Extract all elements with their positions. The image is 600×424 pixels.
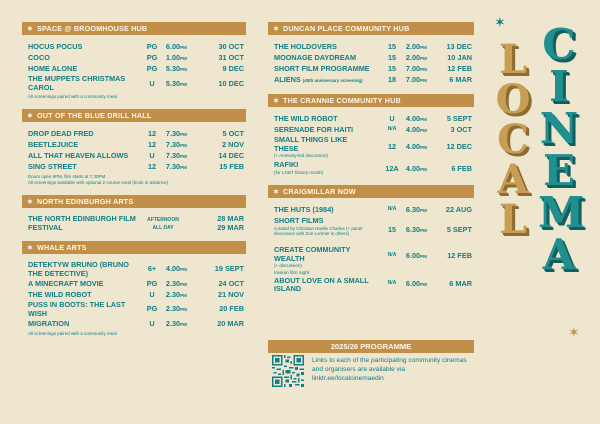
links-text: Links to each of the participating community cinemas and organisers are available via linktr.ee/localcinemaedin <box>312 357 467 382</box>
section-header-whale: ✶ WHALE ARTS <box>22 241 246 254</box>
listing-row: CREATE COMMUNITY WEALTH (+ discussion) N/A 6.00PM 12 FEB <box>274 245 472 268</box>
star-icon: ✶ <box>273 96 280 105</box>
note: Doors open 6PM, film starts at 7.30PM. All screenings available with optional 2-course meal (book in advance) <box>28 174 169 185</box>
craigmillar-block <box>268 185 474 297</box>
listing-row: HOCUS POCUS PG 6.00PM 30 OCT <box>28 42 244 51</box>
star-icon: ✶ <box>273 187 280 196</box>
local-title: L O C A L <box>495 36 531 243</box>
listing-row: ALIENS (40th anniversary screening) 18 7.00PM 6 MAR <box>274 75 472 84</box>
listing-row: THE MUPPETS CHRISTMAS CAROL U 5.30PM 10 DEC <box>28 74 244 92</box>
blue-block <box>22 109 246 186</box>
listing-row: Iranian film night ABOUT LOVE ON A SMALL ISLAND N/A 6.00PM 6 MAR <box>274 271 472 293</box>
section-header-north: ✶ NORTH EDINBURGH ARTS <box>22 195 246 208</box>
cinema-title: C I N E M A <box>538 20 585 279</box>
listing-row: MOONAGE DAYDREAM 15 2.00PM 10 JAN <box>274 53 472 62</box>
listing-row: SHORT FILM PROGRAMME 15 7.00PM 12 FEB <box>274 64 472 73</box>
star-icon: ✶ <box>494 14 506 30</box>
listing-row: SERENADE FOR HAITI N/A 4.00PM 3 OCT <box>274 125 472 134</box>
section-header-crannie: ✶ THE CRANNIE COMMUNITY HUB <box>268 94 474 107</box>
middle-column <box>268 22 474 306</box>
star-icon: ✶ <box>27 197 34 206</box>
section-header-blue: ✶ OUT OF THE BLUE DRILL HALL <box>22 109 246 122</box>
listing-row: A MINECRAFT MOVIE PG 2.30PM 24 OCT <box>28 279 244 288</box>
listing-row: THE HUTS (1984) N/A 6.30PM 22 AUG <box>274 205 472 214</box>
whale-block <box>22 241 246 337</box>
listing-row: THE WILD ROBOT U 4.00PM 5 SEPT <box>274 114 472 123</box>
listing-row: THE HOLDOVERS 15 2.00PM 13 DEC <box>274 42 472 51</box>
section-header-broomhouse: ✶ SPACE @ BROOMHOUSE HUB <box>22 22 246 35</box>
programme-banner: 2025/26 PROGRAMME <box>268 340 474 353</box>
star-icon: ✶ <box>27 111 34 120</box>
duncan-block <box>268 22 474 85</box>
listing-row: DETEKTYW BRUNO (BRUNO THE DETECTIVE) 6+ 4.00PM 19 SEPT <box>28 260 244 278</box>
star-icon: ✶ <box>27 243 34 252</box>
listing-row: BEETLEJUICE 12 7.30PM 2 NOV <box>28 140 244 149</box>
listing-row: THE WILD ROBOT U 2.30PM 21 NOV <box>28 290 244 299</box>
listing-row: DROP DEAD FRED 12 7.30PM 5 OCT <box>28 129 244 138</box>
note: All screenings paired with a community meal <box>28 94 117 99</box>
listing-row: HOME ALONE PG 5.30PM 9 DEC <box>28 64 244 73</box>
crannie-block <box>268 94 474 176</box>
listing-row: SING STREET 12 7.30PM 15 FEB <box>28 162 244 171</box>
listing-row: MIGRATION U 2.30PM 20 MAR <box>28 319 244 328</box>
left-column <box>22 22 246 346</box>
listing-row: THE NORTH EDINBURGH FILM FESTIVAL AFTERNOON 28 MAR ALL DAY 29 MAR <box>28 214 244 232</box>
qr-code-icon[interactable] <box>272 355 304 387</box>
listing-row: COCO PG 1.00PM 31 OCT <box>28 53 244 62</box>
star-icon: ✶ <box>273 24 280 33</box>
note: All screenings paired with a community meal <box>28 331 117 336</box>
north-block <box>22 195 246 232</box>
listing-row: ALL THAT HEAVEN ALLOWS U 7.30PM 14 DEC <box>28 151 244 160</box>
listing-row: RAFIKI (for LGBT history month) 12A 4.00PM 6 FEB <box>274 160 472 175</box>
broomhouse-block <box>22 22 246 100</box>
star-icon: ✶ <box>27 24 34 33</box>
listing-row: SMALL THINGS LIKE THESE (+ Amnesty-led discussion) 12 4.00PM 12 DEC <box>274 135 472 158</box>
section-header-craigmillar: ✶ CRAIGMILLAR NOW <box>268 185 474 198</box>
star-icon: ✶ <box>568 324 580 340</box>
listing-row: SHORT FILMS curated by Christian Noelle Charles (+ panel discussion with Zoe Lorimer & others) 15 6.30PM 5 SEPT <box>274 216 472 236</box>
section-header-duncan: ✶ DUNCAN PLACE COMMUNITY HUB <box>268 22 474 35</box>
listing-row: PUSS IN BOOTS: THE LAST WISH PG 2.30PM 20 FEB <box>28 300 244 318</box>
